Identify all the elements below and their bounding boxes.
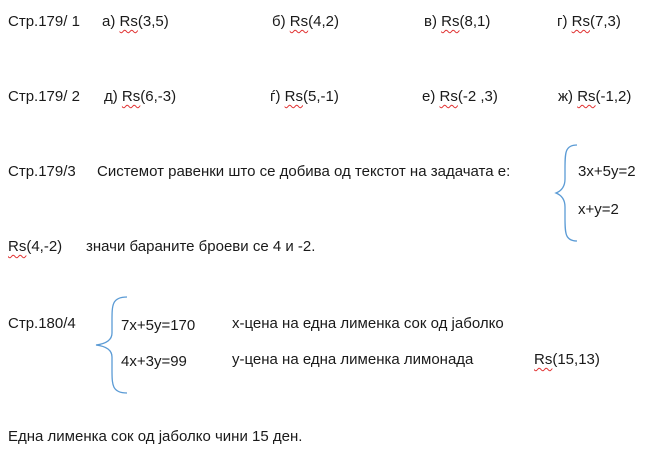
- task4-brace: [94, 295, 130, 395]
- line1-item-v: в) Rs(8,1): [424, 13, 491, 30]
- task3-ref: Стр.179/3: [8, 163, 76, 180]
- rs-word: Rs: [8, 238, 27, 255]
- rs-word: Rs: [439, 88, 458, 105]
- rs-word: Rs: [577, 88, 596, 105]
- line2-item-d: д) Rs(6,-3): [104, 88, 177, 105]
- task3-eq2: x+y=2: [578, 201, 619, 218]
- task4-eq2: 4x+3y=99: [121, 353, 187, 370]
- line1-item-a: а) Rs(3,5): [102, 13, 169, 30]
- task4-ref: Стр.180/4: [8, 315, 76, 332]
- task3-text: Системот равенки што се добива од текстот на задачата е:: [97, 163, 511, 180]
- rs-word: Rs: [441, 13, 460, 30]
- task4-answer: Rs(15,13): [534, 351, 600, 368]
- rs-word: Rs: [119, 13, 138, 30]
- rs-word: Rs: [284, 88, 303, 105]
- rs-word: Rs: [121, 88, 141, 105]
- task4-note2: y-цена на една лименка лимонада: [232, 351, 474, 368]
- line2-item-zh: ж) Rs(-1,2): [558, 88, 632, 105]
- line2-item-e: е) Rs(-2 ,3): [422, 88, 498, 105]
- task3-brace: [554, 143, 580, 243]
- line1-item-g: г) Rs(7,3): [557, 13, 621, 30]
- rs-word: Rs: [289, 13, 309, 30]
- task3-answer-rs: Rs(4,-2): [8, 238, 63, 255]
- rs-word: Rs: [571, 13, 590, 30]
- task3-answer-text: значи бараните броеви се 4 и -2.: [86, 238, 316, 255]
- line2-item-gj: ѓ) Rs(5,-1): [270, 88, 339, 105]
- conclusion-text: Една лименка сок од јаболко чини 15 ден.: [8, 428, 303, 445]
- task4-eq1: 7x+5y=170: [121, 317, 196, 334]
- line1-item-b: б) Rs(4,2): [272, 13, 339, 30]
- rs-word: Rs: [534, 351, 553, 368]
- task4-note1: x-цена на една лименка сок од јаболко: [232, 315, 504, 332]
- line1-ref: Стр.179/ 1: [8, 13, 80, 30]
- line2-ref: Стр.179/ 2: [8, 88, 80, 105]
- task3-eq1: 3x+5y=2: [578, 163, 636, 180]
